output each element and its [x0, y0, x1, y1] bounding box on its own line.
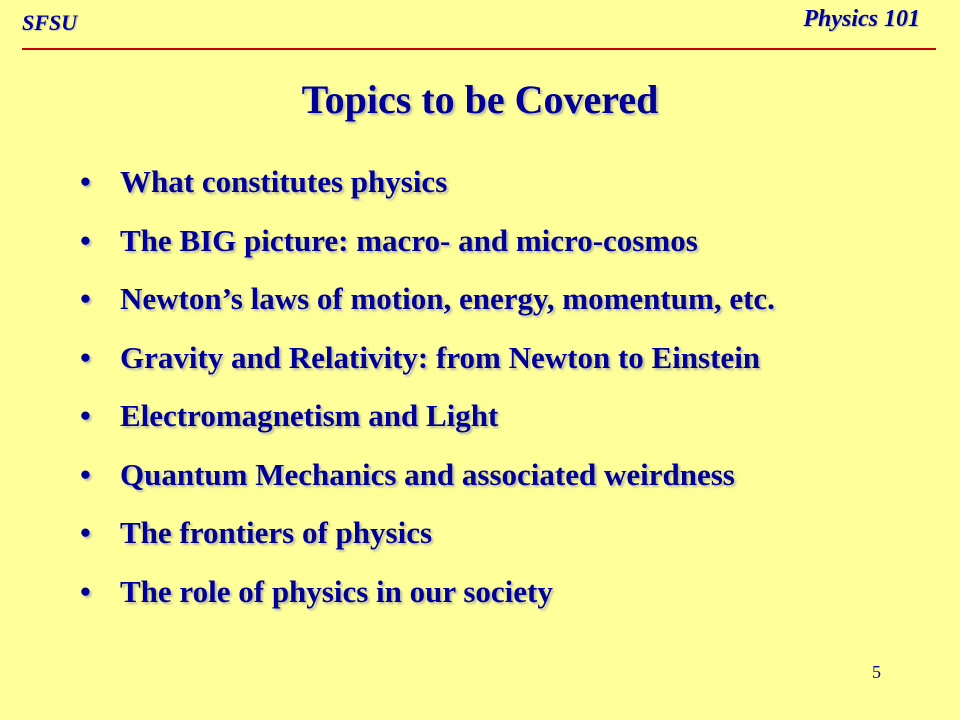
- topic-item: [80, 398, 775, 457]
- topic-item: [80, 574, 775, 633]
- topic-text: Electromagnetism and Light: [120, 398, 499, 433]
- bullet-icon: •: [80, 222, 91, 258]
- bullet-icon: •: [80, 515, 91, 550]
- topic-item: [80, 223, 775, 282]
- bullet-icon: •: [80, 398, 91, 433]
- bullet-icon: •: [80, 456, 91, 492]
- topic-item: [80, 457, 775, 516]
- page-number: 5: [872, 662, 881, 682]
- topic-text: The frontiers of physics: [120, 515, 433, 550]
- topic-list: [80, 164, 775, 632]
- topic-item: [80, 281, 775, 340]
- topic-text: What constitutes physics: [120, 164, 448, 199]
- topic-text: The role of physics in our society: [120, 573, 553, 609]
- header-left-label: SFSU: [22, 10, 78, 35]
- header-divider: [22, 48, 936, 50]
- topic-text: Gravity and Relativity: from Newton to Einstein: [120, 339, 761, 375]
- topic-text: The BIG picture: macro- and micro-cosmos: [120, 222, 698, 258]
- topic-item: [80, 340, 775, 399]
- bullet-icon: •: [80, 339, 91, 375]
- bullet-icon: •: [80, 164, 91, 199]
- bullet-icon: •: [80, 281, 91, 316]
- slide-title: Topics to be Covered: [301, 77, 659, 122]
- bullet-icon: •: [80, 573, 91, 609]
- topic-item: [80, 164, 775, 223]
- topic-text: Newton’s laws of motion, energy, momentum, etc.: [120, 281, 775, 316]
- topic-item: [80, 515, 775, 574]
- header-right-label: Physics 101: [803, 6, 920, 32]
- topic-text: Quantum Mechanics and associated weirdness: [120, 456, 735, 492]
